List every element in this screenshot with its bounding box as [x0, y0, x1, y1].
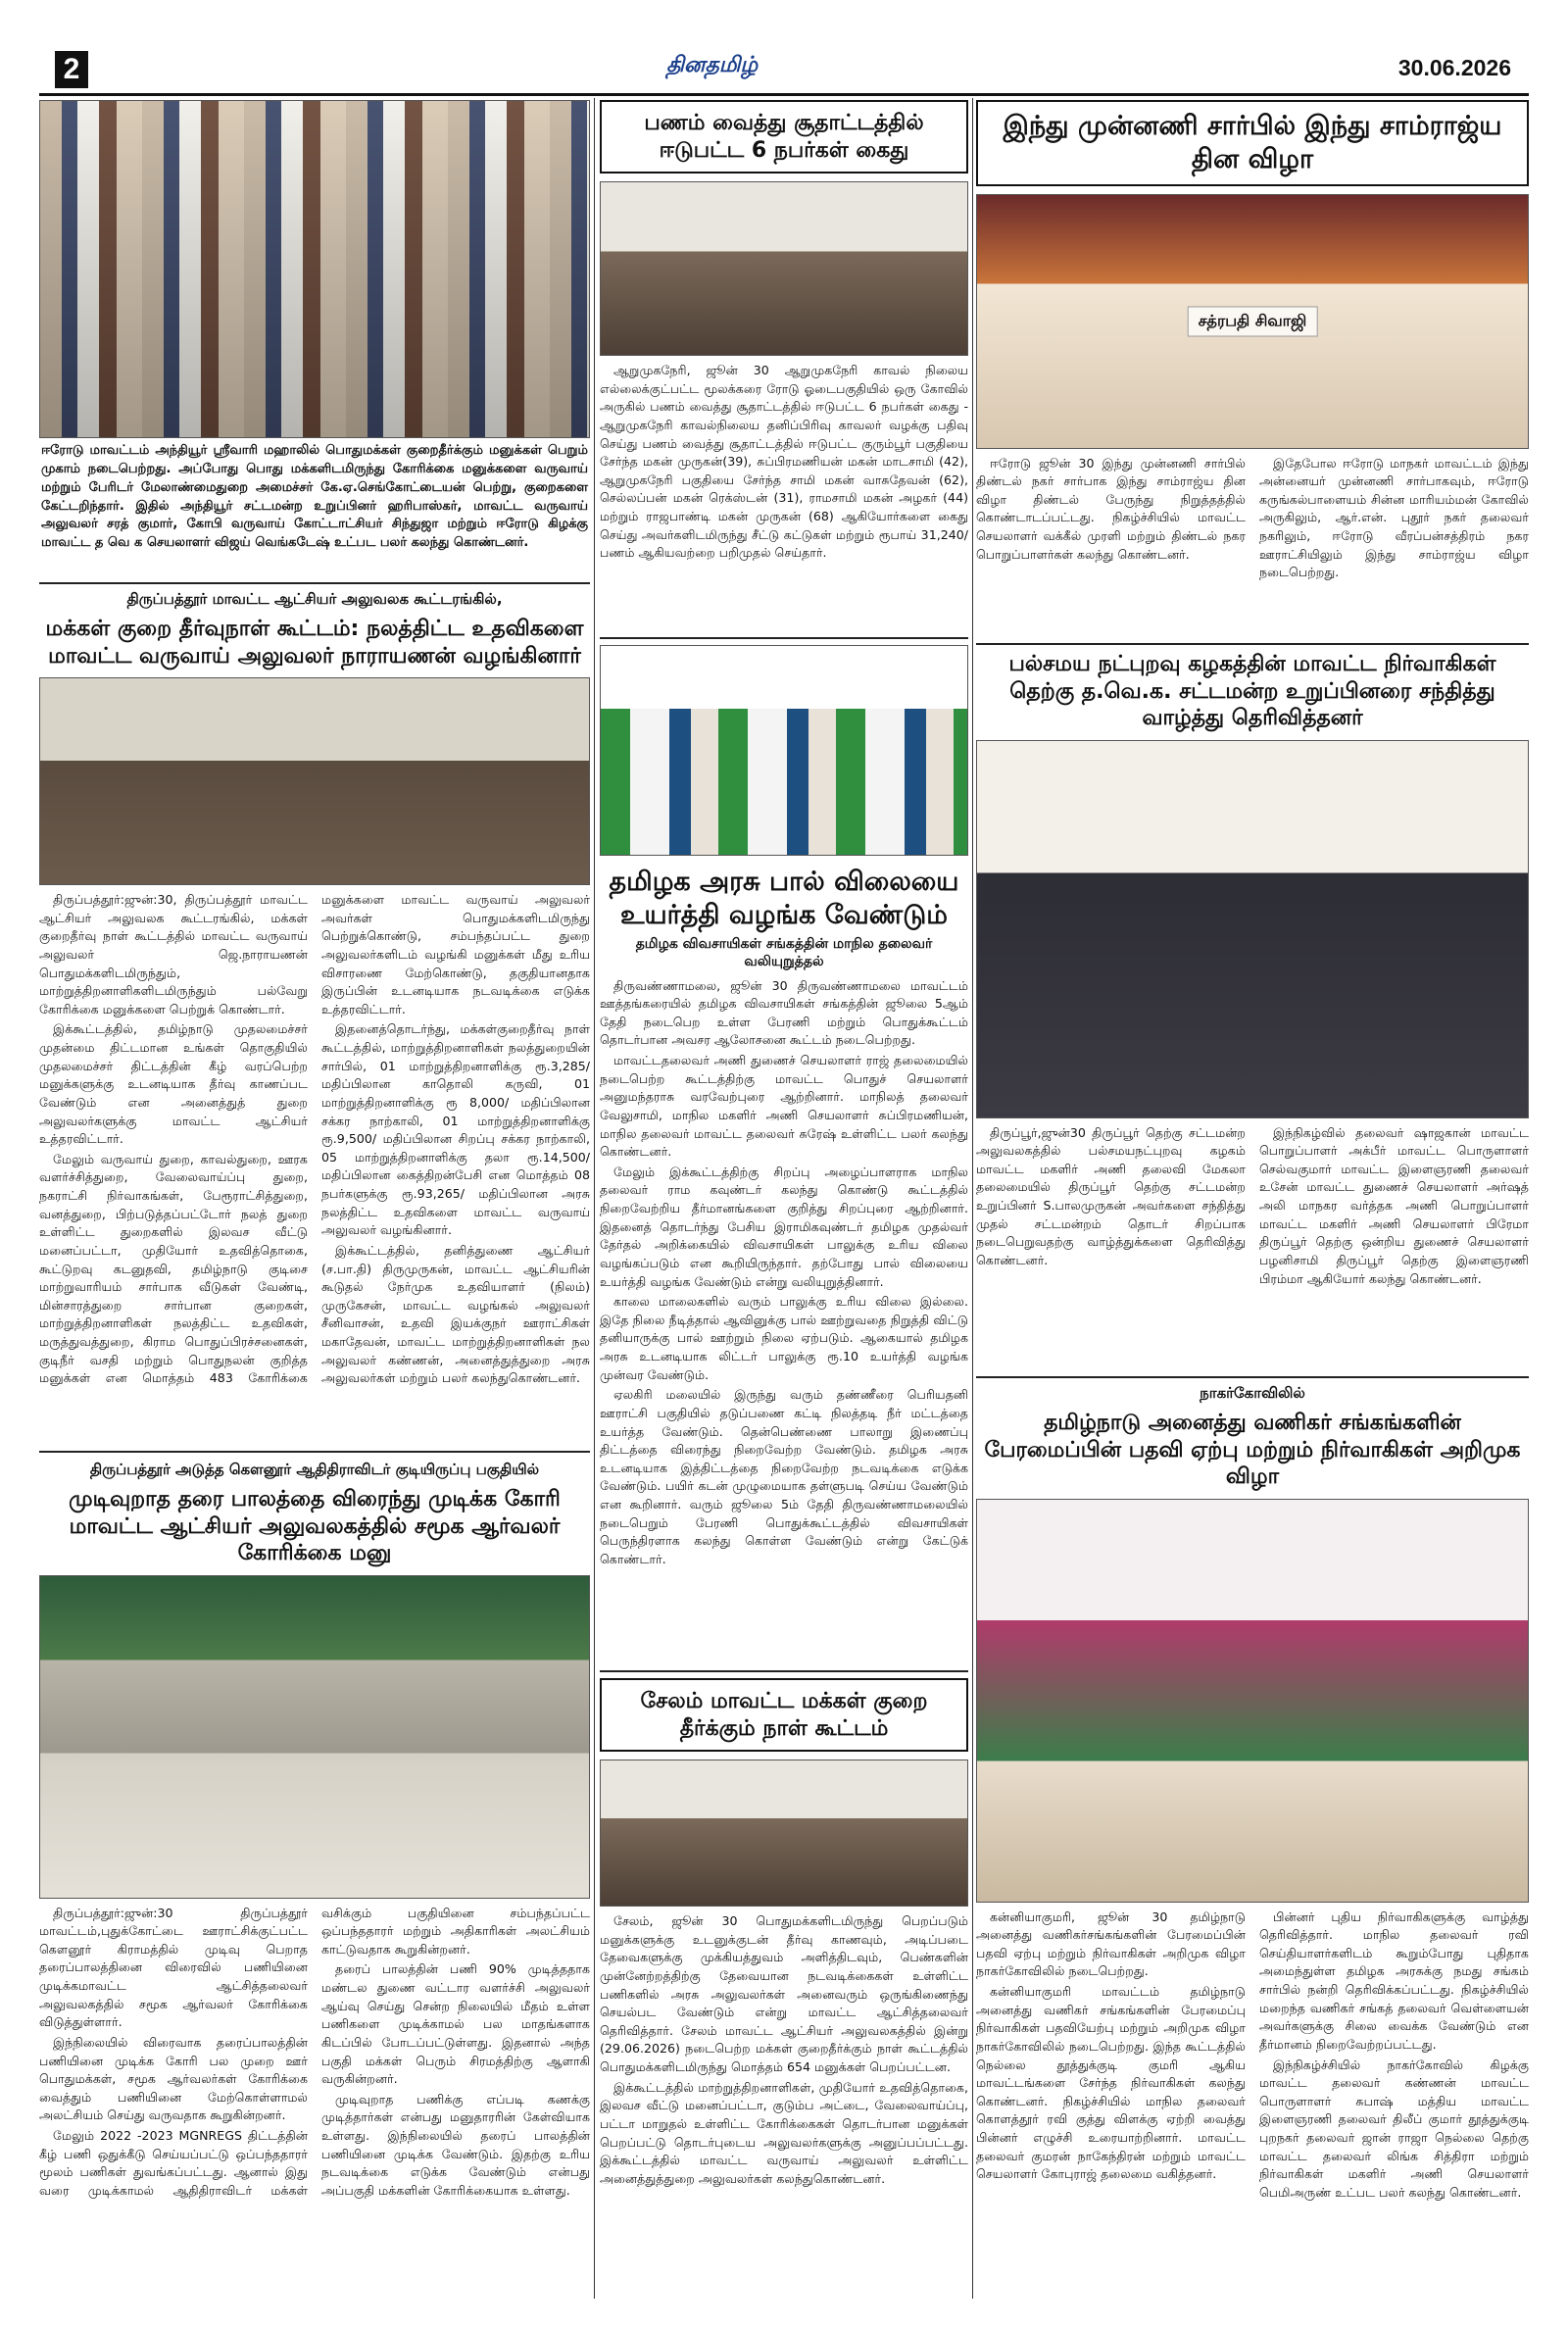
story-divider	[39, 582, 590, 584]
story-divider	[600, 637, 968, 639]
story-divider	[39, 1451, 590, 1453]
story-hindu-samrajya-day	[976, 100, 1529, 637]
story-body	[39, 1905, 590, 2277]
story-traders-federation	[976, 1384, 1529, 2299]
story-body	[976, 455, 1529, 612]
column-divider	[594, 98, 595, 2299]
paragraph: கன்னியாகுமரி மாவட்டம் தமிழ்நாடு அனைத்து வணிகர் சங்கங்களின் பேரமைப்பு நிர்வாகிகள் பதவியேற்பு மற்றும் அறிமுக விழா நாகர்கோவிலில் நடைபெற்றது. இந்த கூட்டத்தில் நெல்லை தூத்துக்குடி குமரி ஆகிய மாவட்டங்களை சேர்ந்த நிர்வாகிகள் கலந்து கொண்டனர். நிகழ்ச்சியில் மாநில தலைவர் கொளத்தூர் ரவி குத்து விளக்கு ஏற்றி வைத்து பின்னர் எழுச்சி உரையாற்றினார். மாவட்ட தலைவர் குமரன் நாகேந்திரன் மற்றும் மாவட்ட செயலாளர் கோபுராஜ் தலைமை வகித்தனர்.	[976, 1984, 1246, 2182]
masthead-rule	[39, 93, 1529, 96]
photo-banner-text: சத்ரபதி சிவாஜி	[1188, 306, 1318, 336]
photo-group-with-portrait	[976, 740, 1529, 1118]
paragraph: இக்கூட்டத்தில் மாற்றுத்திறனாளிகள், முதியோர் உதவித்தொகை, இலவச வீட்டு மனைப்பட்டா, குடும்ப அட்டை, வேலைவாய்ப்பு, பட்டா மாறுதல் உள்ளிட்ட கோரிக்கைகள் தொடர்பான மனுக்கள் பெறப்பட்டு தொடர்புடைய அலுவலர்களுக்கு அனுப்பப்பட்டது. இக்கூட்டத்தில் மாவட்ட வருவாய் அலுவலர் உள்ளிட்ட அனைத்துத்துறை அலுவலர்கள் கலந்துகொண்டனர்.	[600, 2079, 968, 2186]
photo-stage-group	[976, 1499, 1529, 1903]
story-body	[600, 977, 968, 1569]
paragraph: பின்னர் புதிய நிர்வாகிகளுக்கு வாழ்த்து தெரிவித்தார். மாநில தலைவர் ரவி செய்தியாளர்களிடம் கூறும்போது புதிதாக அமைந்துள்ள தமிழக அரசுக்கு நமது சங்கம் சார்பில் நன்றி தெரிவிக்கப்பட்டது. நிகழ்ச்சியில் மறைந்த வணிகர் சங்கத் தலைவர் வெள்ளையன் அவர்களுக்கு சிலை வைக்க வேண்டும் என தீர்மானம் நிறைவேற்றப்பட்டது.	[1259, 1909, 1529, 2052]
paragraph: இந்நிலையில் விரைவாக தரைப்பாலத்தின் பணியினை முடிக்க கோரி பல முறை ஊர் பொதுமக்கள், சமூக ஆர்வலர்கள் கோரிக்கை வைத்தும் பணியினை மேற்கொள்ளாமல் அலட்சியம் செய்து வருவதாக கூறுகின்றனர்.	[39, 2034, 308, 2123]
story-divider	[600, 1670, 968, 1672]
issue-date: 30.06.2026	[1397, 55, 1511, 80]
paragraph: தரைப் பாலத்தின் பணி 90% முடித்ததாக மண்டல துணை வட்டார வளர்ச்சி அலுவலர் ஆய்வு செய்து சென்ற நிலையில் மீதம் உள்ள பணிகளை முடிக்காமல் பல மாதங்களாக கிடப்பில் போடப்பட்டுள்ளது. இதனால் அந்த பகுதி மக்கள் பெரும் சிரமத்திற்கு ஆளாகி வருகின்றனர்.	[321, 1961, 590, 2087]
masthead	[39, 49, 1529, 92]
story-petition-camp	[39, 100, 590, 580]
photo-caption: ஈரோடு மாவட்டம் அந்தியூர் ஸ்ரீவாரி மஹாலில் பொதுமக்கள் குறைதீர்க்கும் மனுக்கள் பெறும் முகாம் நடைபெற்றது. அப்போது பொது மக்களிடமிருந்து கோரிக்கை மனுக்களை வருவாய் மற்றும் பேரிடர் மேலாண்மைதுறை அமைச்சர் கே.ஏ.செங்கோட்டையன் பெற்று, குறைகளை கேட்டறிந்தார். இதில் அந்தியூர் சட்டமன்ற உறுப்பினர் ஹரிபாஸ்கர், மாவட்ட வருவாய் அலுவலர் சரத் குமார், கோபி வருவாய் கோட்டாட்சியர் சிந்துஜா மற்றும் ஈரோடு கிழக்கு மாவட்ட த வெ க செயலாளர் விஜய் வெங்கடேஷ் உட்பட பலர் கலந்து கொண்டனர்.	[41, 443, 588, 551]
paragraph: மேலும் வருவாய் துறை, காவல்துறை, ஊரக வளர்ச்சித்துறை, வேலைவாய்ப்பு துறை, நகராட்சி நிர்வாகங்கள், பேரூராட்சித்துறை, வனத்துறை, பிற்படுத்தப்பட்டோர் நலத் துறை உள்ளிட்ட துறைகளில் இலவச வீட்டு மனைப்பட்டா, முதியோர் உதவித்தொகை, கூட்டுறவு கடனுதவி, தமிழ்நாடு குடிசை மாற்றுவாரியம் சார்பாக வீடுகள் வேண்டி, மின்சாரத்துறை சார்பான குறைகள், மாற்றுத்திறனாளிகள் நலத்திட்ட உதவிகள், மருத்துவத்துறை, கிராம பொதுப்பிரச்சனைகள், குடிநீர் வசதி மற்றும் பொதுநலன் குறித்த மனுக்கள் என மொத்தம் 483 கோரிக்கை மனுக்களை மாவட்ட வருவாய் அலுவலர் அவர்கள் பொதுமக்களிடமிருந்து பெற்றுக்கொண்டு, சம்பந்தப்பட்ட துறை அலுவலர்களிடம் வழங்கி மனுக்கள் மீது உரிய விசாரணை மேற்கொண்டு, தகுதியானதாக இருப்பின் உடனடியாக நடவடிக்கை எடுக்க உத்தரவிட்டார்.	[39, 892, 590, 1386]
story-headline: பல்சமய நட்புறவு கழகத்தின் மாவட்ட நிர்வாகிகள் தெற்கு த.வெ.க. சட்டமன்ற உறுப்பினரை சந்தித்து வாழ்த்து தெரிவித்தனர்	[1008, 652, 1496, 730]
paragraph: இதனைத்தொடர்ந்து, மக்கள்குறைதீர்வு நாள் கூட்டத்தில், மாற்றுத்திறனாளிகள் நலத்துறையின் சார்பில், 01 மாற்றுத்திறனாளிக்கு ரூ.3,285/ மதிப்பிலான காதொலி கருவி, 01 மாற்றுத்திறனாளிக்கு ரூ 8,000/ மதிப்பிலான சக்கர நாற்காலி, 01 மாற்றுத்திறனாளிக்கு ரூ.9,500/ மதிப்பிலான சிறப்பு சக்கர நாற்காலி, 05 மாற்றுத்திறனாளிக்கு தலா ரூ.14,500/மதிப்பிலான கைத்திறன்பேசி என மொத்தம் 08 நபர்களுக்கு ரூ.93,265/ மதிப்பிலான அரசு நலத்திட்ட உதவிகளை மாவட்ட வருவாய் அலுவலர் வழங்கினார்.	[321, 1021, 590, 1238]
story-unfinished-bridge	[39, 1461, 590, 2299]
paragraph: திருப்பூர்,ஜுன்30 திருப்பூர் தெற்கு சட்டமன்ற அலுவலகத்தில் பல்சமயநட்புறவு கழகம் மாவட்ட மகளிர் அணி தலைவி மேகலா தலைமையில் திருப்பூர் தெற்கு சட்டமன்ற உறுப்பினர் S.பாலமுருகன் அவர்களை சந்தித்து முதல் சட்டமன்றம் தொடர் சிறப்பாக நடைபெறுவதற்கு வாழ்த்துக்களை தெரிவித்து கொண்டனர்.	[976, 1124, 1246, 1267]
story-kicker: நாகர்கோவிலில்	[1200, 1384, 1305, 1402]
story-body	[600, 362, 968, 563]
photo-shivaji-portrait-event	[976, 194, 1529, 449]
story-body	[976, 1124, 1529, 1350]
story-headline: தமிழ்நாடு அனைத்து வணிகர் சங்கங்களின் பேரமைப்பின் பதவி ஏற்பு மற்றும் நிர்வாகிகள் அறிமுக விழா	[984, 1411, 1521, 1489]
paragraph: காலை மாலைகளில் வரும் பாலுக்கு உரிய விலை இல்லை. இதே நிலை நீடித்தால் ஆவினுக்கு பால் ஊற்றுவதை நிறுத்தி விட்டு தனியாருக்கு பால் ஊற்றும் நிலை ஏற்படும். ஆகையால் தமிழக அரசு உடனடியாக லிட்டர் பாலுக்கு ரூ.10 உயர்த்தி வழங்க முன்வர வேண்டும்.	[600, 1294, 968, 1382]
story-grievance-day	[39, 590, 590, 1441]
story-divider	[976, 1376, 1529, 1378]
paragraph: ஆறுமுகநேரி, ஜூன் 30 ஆறுமுகநேரி காவல் நிலைய எல்லைக்குட்பட்ட மூலக்கரை ரோடு ஓடைபகுதியில் ஒரு கோவில் அருகில் பணம் வைத்து சூதாட்டத்தில் ஈடுபட்ட 6 நபர்கள் கைது - ஆறுமுகநேரி காவல்நிலைய தனிப்பிரிவு காவலர் வழக்கு பதிவு செய்து பணம் வைத்து சூதாட்டத்தில் ஈடுபட்ட குரும்பூர் பகுதியை சேர்ந்த மகன் முருகன்(39), சுப்பிரமணியன் மகன் மாடசாமி (42), ஆறுமுகநேரி பகுதியை சேர்ந்த சாமி மகன் வாசுதேவன் (62), செல்லப்பன் மகன் ரெக்ஸ்டன் (31), ராமசாமி மகன் அழகர் (44) மற்றும் ராஜபாண்டி மகன் முருகன் (68) ஆகியோர்களை கைது செய்து அவர்களிடமிருந்து சீட்டு கட்டுகள் மற்றும் ரூபாய் 31,240/ பணம் ஆகியவற்றை பறிமுதல் செய்தார்.	[600, 363, 968, 561]
story-body	[976, 1909, 1529, 2281]
paragraph: மேலும் இக்கூட்டத்திற்கு சிறப்பு அழைப்பாளராக மாநில தலைவர் ராம கவுண்டர் கலந்து கொண்டு கூட்டத்தில் நிறைவேற்றிய தீர்மானங்களை குறித்து சிறப்புரை ஆற்றினார். இதனைத் தொடர்ந்து பேசிய இராமிகவுண்டர் தமிழக முதல்வர் தேர்தல் அறிக்கையில் விவசாயிகள் பாலுக்கு உரிய விலை வழங்கப்படும் என கூறியிருந்தார். தற்போது பால் விலையை உயர்த்தி வழங்க வேண்டும் என்று வலியுறுத்தினார்.	[600, 1164, 968, 1289]
paragraph: திருவண்ணாமலை, ஜூன் 30 திருவண்ணாமலை மாவட்டம் ஊத்தங்கரையில் தமிழக விவசாயிகள் சங்கத்தின் ஜூலை 5ஆம் தேதி நடைபெற உள்ள பேரணி மற்றும் பொதுக்கூட்டம் தொடர்பான அவசர ஆலோசனை கூட்டம் நடைபெற்றது.	[600, 977, 968, 1048]
story-headline: தமிழக அரசு பால் விலையை உயர்த்தி வழங்க வேண்டும்	[609, 867, 959, 930]
paragraph: திருப்பத்தூர்:ஜுன்:30 திருப்பத்தூர் மாவட்டம்,புதுக்கோட்டை ஊராட்சிக்குட்பட்ட கௌனூர் கிராமத்தில் முடிவு பெறாத தரைப்பாலத்தினை விரைவில் பணியினை முடிக்கமாவட்ட ஆட்சித்தலைவர் அலுவலகத்தில் சமூக ஆர்வலர் கோரிக்கை விடுத்துள்ளார்.	[39, 1905, 308, 2030]
paragraph: மேலும் 2022 -2023 MGNREGS திட்டத்தின் கீழ் பணி ஒதுக்கீடு செய்யப்பட்டு ஒப்பந்ததாரர் மூலம் பணிகள் துவங்கப்பட்டது. ஆனால் இது வரை முடிக்காமல் ஆதிதிராவிடர் மக்கள் வசிக்கும் பகுதியினை சம்பந்தப்பட்ட ஒப்பந்ததாரர் மற்றும் அதிகாரிகள் அலட்சியம் காட்டுவதாக கூறுகின்றனர்.	[39, 1905, 590, 2198]
paragraph: சேலம், ஜூன் 30 பொதுமக்களிடமிருந்து பெறப்படும் மனுக்களுக்கு உடனுக்குடன் தீர்வு காணவும், அடிப்படை தேவைகளுக்கு முக்கியத்துவம் அளித்திடவும், பெண்களின் முன்னேற்றத்திற்கு தேவையான நடவடிக்கைகள் உள்ளிட்ட பணிகளில் அரசு அலுவலர்கள் அனைவரும் ஒருங்கிணைந்து செயல்பட வேண்டும் என்று மாவட்ட ஆட்சித்தலைவர் தெரிவித்தார். சேலம் மாவட்ட ஆட்சியர் அலுவலகத்தில் இன்று (29.06.2026) நடைபெற்ற மக்கள் குறைதீர்க்கும் நாள் கூட்டத்தில் பொதுமக்களிடமிருந்து மொத்தம் 654 மனுக்கள் பெறப்பட்டன.	[600, 1913, 968, 2074]
paragraph: இக்கூட்டத்தில், தனித்துணை ஆட்சியர் (ச.பா.தி) திருமுருகன், மாவட்ட ஆட்சியரின் கூடுதல் நேர்முக உதவியாளர் (நிலம்) முருகேசன், மாவட்ட வழங்கல் அலுவலர் சீனிவாசன், உதவி இயக்குநர் ஊராட்சிகள் மகாதேவன், மாவட்ட மாற்றுத்திறனாளிகள் நல அலுவலர் கண்ணன், அனைத்துத்துறை அரசு அலுவலர்கள் மற்றும் பலர் கலந்துகொண்டனர்.	[321, 1242, 590, 1386]
story-subhead: தமிழக விவசாயிகள் சங்கத்தின் மாநில தலைவர் வலியுறுத்தல்	[635, 935, 933, 969]
story-headline: இந்து முன்னணி சார்பில் இந்து சாம்ராஜ்ய தின விழா	[976, 100, 1529, 186]
photo-farmers-meeting	[600, 645, 968, 856]
story-headline: சேலம் மாவட்ட மக்கள் குறை தீர்க்கும் நாள் கூட்டம்	[600, 1678, 968, 1752]
newspaper-logo: தினதமிழ்	[666, 53, 759, 77]
paragraph: திருப்பத்தூர்:ஜுன்:30, திருப்பத்தூர் மாவட்ட ஆட்சியர் அலுவலக கூட்டரங்கில், மக்கள் குறைதீர்வு நாள் கூட்டத்தில் மாவட்ட வருவாய் அலுவலர் ஜெ.நாராயணன் பொதுமக்களிடமிருந்தும், மாற்றுத்திறனாளிகளிடமிருந்தும் பல்வேறு கோரிக்கை மனுக்களை பெற்றுக் கொண்டார்.	[39, 892, 308, 1016]
story-salem-grievance	[600, 1678, 968, 2299]
paragraph: ஈரோடு ஜூன் 30 இந்து முன்னணி சார்பில் திண்டல் நகர் சார்பாக இந்து சாம்ராஜ்ய தின விழா திண்டல் பேருந்து நிறுத்தத்தில் கொண்டாடப்பட்டது. நிகழ்ச்சியில் மாவட்ட செயலாளர் வக்கீல் முரளி மற்றும் திண்டல் நகர பொறுப்பாளர்கள் கலந்து கொண்டனர்.	[976, 455, 1246, 562]
paragraph: இதேபோல ஈரோடு மாநகர் மாவட்டம் இந்து அன்னையர் முன்னணி சார்பாகவும், ஈரோடு கருங்கல்பாளையம் சின்ன மாரியம்மன் கோவில் அருகிலும், ஆர்.என். புதூர் நகர் தலைவர் நகரிலும், ஈரோடு வீரப்பன்சத்திரம் நகர ஊராட்சியிலும் இந்து சாம்ராஜ்ய விழா நடைபெற்றது.	[1259, 455, 1529, 580]
photo-crowd-petition	[39, 100, 590, 438]
photo-meeting-hall	[39, 677, 590, 885]
paragraph: கன்னியாகுமரி, ஜூன் 30 தமிழ்நாடு அனைத்து வணிகர்சங்கங்களின் பேரமைப்பின் பதவி ஏற்பு மற்றும் நிர்வாகிகள் அறிமுக விழா நாகர்கோவிலில் நடைபெற்றது.	[976, 1909, 1246, 1979]
photo-police-arrest	[600, 181, 968, 356]
story-body	[39, 891, 590, 1401]
story-kicker: திருப்பத்தூர் மாவட்ட ஆட்சியர் அலுவலக கூட்டரங்கில்,	[126, 590, 503, 608]
story-body	[600, 1912, 968, 2188]
paragraph: இந்நிகழ்வில் தலைவர் ஷாஜகான் மாவட்ட பொறுப்பாளர் அக்பீர் மாவட்ட பொருளாளர் செல்வகுமார் மாவட்ட இளைஞரணி தலைவர் உசேன் மாவட்ட துணைச் செயலாளர் அர்ஷத் அலி மாநகர வர்த்தக அணி பொறுப்பாளர் மாவட்ட மகளிர் அணி செயலாளர் பிரேமா திருப்பூர் தெற்கு ஒன்றிய துணைச் செயலாளர் பழனிசாமி திருப்பூர் தெற்கு இளைஞரணி பிரம்மா ஆகியோர் கலந்து கொண்டனர்.	[1259, 1124, 1529, 1286]
paragraph: இக்கூட்டத்தில், தமிழ்நாடு முதலமைச்சர் முதன்மை திட்டமான உங்கள் தொகுதியில் முதலமைச்சர் திட்டத்தின் கீழ் வரப்பெற்ற மனுக்களுக்கு உடனடியாக தீர்வு காணப்பட வேண்டும் என அனைத்துத் துறை அலுவலர்களுக்கு மாவட்ட ஆட்சியர் உத்தரவிட்டார்.	[39, 1021, 308, 1147]
middle-column	[600, 98, 968, 2299]
right-column	[976, 98, 1529, 2299]
story-interfaith-meets-mla	[976, 651, 1529, 1370]
story-headline: மக்கள் குறை தீர்வுநாள் கூட்டம்: நலத்திட்ட உதவிகளை மாவட்ட வருவாய் அலுவலர் நாராயணன் வழங்கினார்	[45, 617, 584, 669]
story-divider	[976, 643, 1529, 645]
left-column	[39, 98, 590, 2299]
story-headline: பணம் வைத்து சூதாட்டத்தில் ஈடுபட்ட 6 நபர்கள் கைது	[600, 100, 968, 174]
story-headline: முடிவுறாத தரை பாலத்தை விரைந்து முடிக்க கோரி மாவட்ட ஆட்சியர் அலுவலகத்தில் சமூக ஆர்வலர் கோரிக்கை மனு	[69, 1487, 561, 1565]
paragraph: இந்நிகழ்ச்சியில் நாகர்கோவில் கிழக்கு மாவட்ட தலைவர் கண்ணன் மாவட்ட பொருளாளர் சுபாஷ் மத்திய மாவட்ட இளைஞரணி தலைவர் திலீப் குமார் தூத்துக்குடி புறநகர் தலைவர் ஜான் ராஜா நெல்லை தெற்கு மாவட்ட தலைவர் லிங்க சித்திரா மற்றும் நிர்வாகிகள் மகளிர் அணி செயலாளர் பெமிஅருண் உட்பட பலர் கலந்து கொண்டனர்.	[1259, 2057, 1529, 2200]
column-divider	[972, 98, 973, 2299]
photo-collector-meeting	[600, 1760, 968, 1907]
page-number: 2	[55, 51, 88, 88]
story-kicker: திருப்பத்தூர் அடுத்த கௌனூர் ஆதிதிராவிடர் குடியிருப்பு பகுதியில்	[89, 1461, 540, 1478]
paragraph: முடிவுறாத பணிக்கு எப்படி கணக்கு முடித்தார்கள் என்பது மனுதாரரின் கேள்வியாக உள்ளது. இந்நிலையில் தரைப் பாலத்தின் பணியினை முடிக்க வேண்டும். இதற்கு உரிய நடவடிக்கை எடுக்க வேண்டும் என்பது அப்பகுதி மக்களின் கோரிக்கையாக உள்ளது.	[321, 2091, 590, 2198]
photo-unfinished-bridge	[39, 1575, 590, 1899]
story-gambling-arrest	[600, 100, 968, 629]
paragraph: ஏலகிரி மலையில் இருந்து வரும் தண்ணீரை பெரியதனி ஊராட்சி பகுதியில் தடுப்பணை கட்டி நிலத்தடி நீர் மட்டத்தை உயர்த்த வேண்டும். தென்பெண்ணை பாலாறு இணைப்பு திட்டத்தை விரைந்து நிறைவேற்ற வேண்டும். தமிழக அரசு உடனடியாக இத்திட்டத்தை நிறைவேற்ற நடவடிக்கை எடுக்க வேண்டும். பயிர் கடன் முழுமையாக தள்ளுபடி செய்ய வேண்டும் என கூறினார். வரும் ஜூலை 5ம் தேதி திருவண்ணாமலையில் நடைபெறும் பேரணி பொதுக்கூட்டத்தில் விவசாயிகள் பெருந்திரளாக கலந்து கொள்ள வேண்டும் என்று கேட்டுக் கொண்டார்.	[600, 1387, 968, 1566]
story-milk-price	[600, 645, 968, 1625]
paragraph: மாவட்டதலைவர் அணி துணைச் செயலாளர் ராஜ் தலைமையில் நடைபெற்ற கூட்டத்திற்கு மாவட்ட பொதுச் செயலாளர் அனுமந்தராசு வரவேற்புரை ஆற்றினார். மாநிலத் தலைவர் வேலுசாமி, மாநில மகளிர் அணி செயலாளர் சுப்பிரமணியன், மாநில தலைவர் மாவட்ட தலைவர் சுரேஷ் உள்ளிட்ட பலர் கலந்து கொண்டனர்.	[600, 1053, 968, 1160]
